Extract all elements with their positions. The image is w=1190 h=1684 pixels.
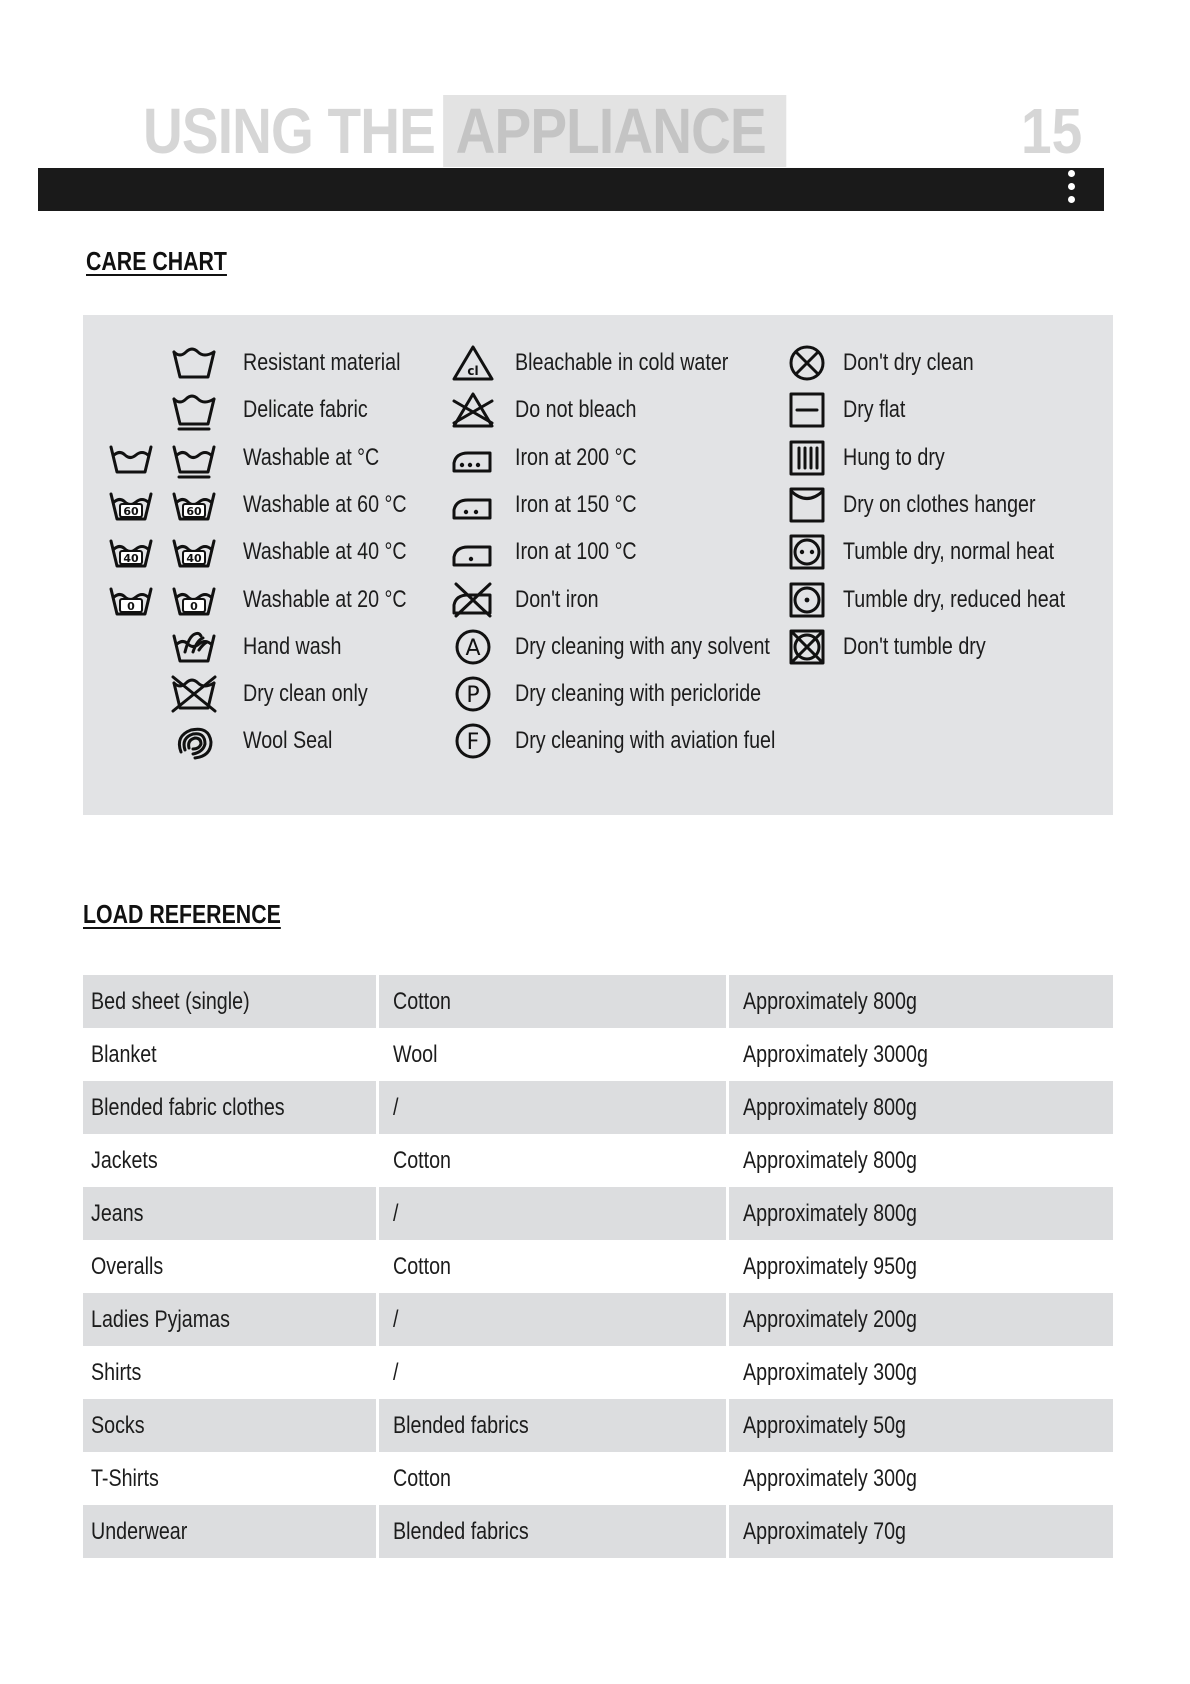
svg-text:40: 40 [186,552,202,566]
table-row [83,975,1113,1028]
care-item-label: Delicate fabric [243,396,368,424]
no-tumble-icon [783,627,831,667]
weight-cell-text: Approximately 300g [743,1358,917,1386]
fabric-cell-text: Cotton [393,1252,451,1280]
care-item-label: Dry clean only [243,680,368,708]
weight-cell-text: Approximately 200g [743,1305,917,1333]
hang-dry-icon [783,438,831,478]
care-item-label: Iron at 200 °C [515,443,637,471]
care-chart [83,315,1113,815]
item-cell [83,1505,379,1558]
item-cell [83,1134,379,1187]
fabric-cell-text: Cotton [393,1146,451,1174]
fabric-cell-text: / [393,1358,399,1386]
fabric-cell-text: Blended fabrics [393,1411,529,1439]
care-item-label: Resistant material [243,349,401,376]
table-row [83,1081,1113,1134]
dry-clean-a-icon [449,627,497,667]
fabric-cell [379,1134,729,1187]
svg-text:A: A [465,635,481,661]
item-cell [83,1187,379,1240]
iron-100-icon [449,532,497,572]
care-chart-title: CARE CHART [86,246,227,276]
care-item-label: Don't tumble dry [843,632,986,660]
item-cell-text: Socks [91,1411,145,1439]
care-item-label: Washable at 20 °C [243,585,407,613]
table-row [83,1028,1113,1081]
care-item-label: Don't iron [515,585,599,613]
care-item-label: Iron at 150 °C [515,490,637,518]
item-cell-text: Underwear [91,1517,188,1545]
weight-cell-text: Approximately 3000g [743,1040,928,1068]
weight-cell-text: Approximately 800g [743,1199,917,1227]
fabric-cell [379,975,729,1028]
tumble-reduced-icon [783,580,831,620]
item-cell-text: Bed sheet (single) [91,987,250,1015]
svg-text:0: 0 [127,599,135,613]
dry-clean-p-icon [449,674,497,714]
clothes-hanger-icon [783,485,831,525]
item-cell [83,1346,379,1399]
item-cell-text: Shirts [91,1358,142,1386]
care-item [83,674,762,714]
item-cell [83,1240,379,1293]
weight-cell-text: Approximately 800g [743,1093,917,1121]
weight-cell-text: Approximately 800g [743,987,917,1015]
item-cell-text: Ladies Pyjamas [91,1305,230,1333]
iron-200-icon [449,438,497,478]
weight-cell [729,1187,1113,1240]
no-bleach-icon [449,390,497,430]
fabric-cell-text: / [393,1305,399,1333]
fabric-cell [379,1081,729,1134]
weight-cell-text: Approximately 50g [743,1411,907,1439]
care-item-label: Iron at 100 °C [515,538,637,566]
no-iron-icon [449,580,497,620]
fabric-cell [379,1452,729,1505]
tub-alt-60-icon [107,485,155,525]
item-cell-text: Jackets [91,1146,158,1174]
item-cell-text: T-Shirts [91,1464,159,1492]
fabric-cell [379,1399,729,1452]
care-item-label: Wool Seal [243,727,333,755]
care-item-label: Washable at °C [243,443,380,471]
care-item-label: Tumble dry, normal heat [843,538,1055,566]
item-cell [83,1028,379,1081]
item-cell [83,975,379,1028]
weight-cell-text: Approximately 800g [743,1146,917,1174]
table-row [83,1346,1113,1399]
care-item-label: Washable at 60 °C [243,490,407,518]
care-item-label: Bleachable in cold water [515,349,729,376]
weight-cell [729,1452,1113,1505]
item-cell-text: Blended fabric clothes [91,1093,285,1121]
weight-cell [729,1293,1113,1346]
care-item-label: Dry flat [843,396,906,424]
fabric-cell-text: Cotton [393,1464,451,1492]
weight-cell [729,1505,1113,1558]
page-number: 15 [1020,95,1082,167]
weight-cell [729,1028,1113,1081]
care-item-label: Dry cleaning with pericloride [515,680,762,708]
care-item-label: Tumble dry, reduced heat [843,585,1066,613]
item-cell-text: Blanket [91,1040,157,1068]
fabric-cell-text: Blended fabrics [393,1517,529,1545]
item-cell-text: Jeans [91,1199,144,1227]
fabric-cell-text: / [393,1199,399,1227]
weight-cell [729,1240,1113,1293]
care-item-label: Dry on clothes hanger [843,490,1036,518]
bleach-cold-icon [449,343,497,383]
item-cell [83,1452,379,1505]
svg-text:60: 60 [186,504,202,518]
svg-text:0: 0 [190,599,198,613]
svg-text:40: 40 [123,552,139,566]
weight-cell-text: Approximately 950g [743,1252,917,1280]
fabric-cell-text: Wool [393,1040,438,1068]
table-row [83,1505,1113,1558]
fabric-cell [379,1028,729,1081]
page-title [143,96,787,166]
fabric-cell-text: / [393,1093,399,1121]
svg-text:P: P [466,683,480,709]
fabric-cell [379,1240,729,1293]
item-cell [83,1081,379,1134]
care-item-label: Do not bleach [515,396,637,424]
table-row [83,1134,1113,1187]
weight-cell [729,1081,1113,1134]
care-item-label: Washable at 40 °C [243,538,407,566]
tub-alt-20-icon [107,580,155,620]
care-item-label: Don't dry clean [843,349,974,376]
care-item-label: Hand wash [243,632,342,660]
fabric-cell [379,1346,729,1399]
care-item-label: Hung to dry [843,443,945,471]
weight-cell-text: Approximately 300g [743,1464,917,1492]
fabric-cell-text: Cotton [393,987,451,1015]
dots-icon [1068,170,1076,209]
tub-alt-40-icon [107,532,155,572]
weight-cell [729,1346,1113,1399]
table-row [83,1452,1113,1505]
item-cell-text: Overalls [91,1252,164,1280]
table-row [83,1187,1113,1240]
dry-clean-f-icon [449,721,497,761]
svg-text:60: 60 [123,504,139,518]
item-cell [83,1293,379,1346]
weight-cell [729,1399,1113,1452]
table-row [83,1240,1113,1293]
header-bar [38,168,1104,211]
dry-flat-icon [783,390,831,430]
load-reference-title: LOAD REFERENCE [83,899,281,929]
page-title-part2: APPLIANCE [444,95,787,167]
no-dry-clean-icon [783,343,831,383]
weight-cell [729,1134,1113,1187]
page-title-part1: USING THE [143,95,435,167]
table-row [83,1399,1113,1452]
item-cell [83,1399,379,1452]
fabric-cell [379,1505,729,1558]
care-item-label: Dry cleaning with any solvent [515,632,770,660]
care-item-label: Dry cleaning with aviation fuel [515,727,776,755]
weight-cell-text: Approximately 70g [743,1517,907,1545]
weight-cell [729,975,1113,1028]
load-reference-table [83,975,1113,1558]
iron-150-icon [449,485,497,525]
fabric-cell [379,1293,729,1346]
table-row [83,1293,1113,1346]
tub-alt-washable-icon [107,438,155,478]
svg-text:F: F [466,730,480,756]
care-item [83,721,776,761]
svg-text:cl: cl [467,364,479,378]
tumble-normal-icon [783,532,831,572]
fabric-cell [379,1187,729,1240]
